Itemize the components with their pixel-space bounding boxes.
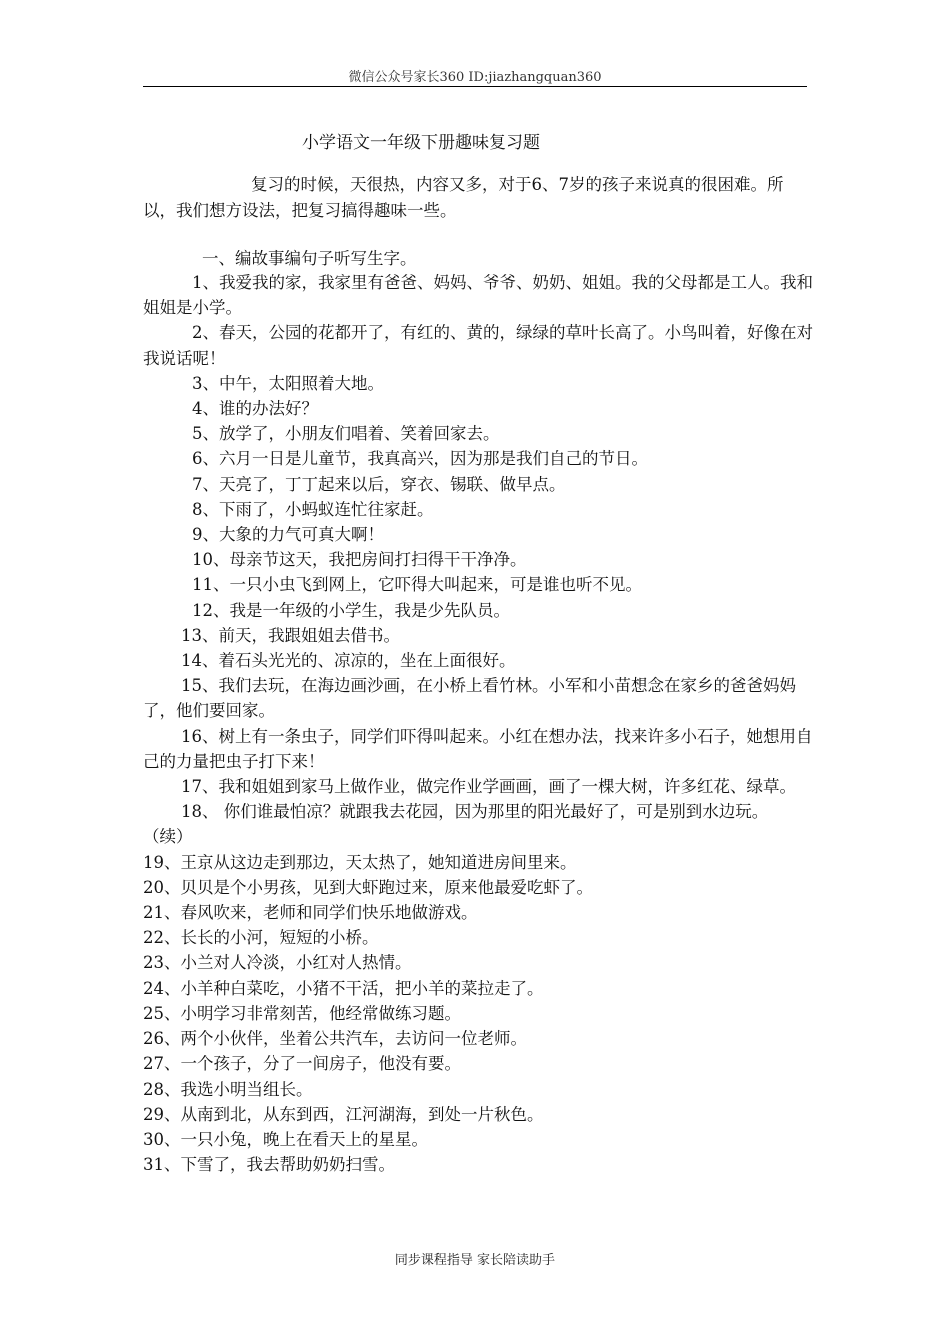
list-item: 17、我和姐姐到家马上做作业，做完作业学画画，画了一棵大树，许多红花、绿草。 <box>181 777 796 797</box>
list-item: 29、从南到北，从东到西，江河湖海，到处一片秋色。 <box>143 1104 544 1124</box>
list-item: 8、下雨了，小蚂蚁连忙往家赶。 <box>192 499 434 519</box>
list-item: 7、天亮了，丁丁起来以后，穿衣、锡联、做早点。 <box>192 474 566 494</box>
list-item: 3、中午，太阳照着大地。 <box>192 373 384 393</box>
list-item: 30、一只小兔，晚上在看天上的星星。 <box>143 1129 428 1149</box>
list-item: 11、一只小虫飞到网上，它吓得大叫起来，可是谁也听不见。 <box>192 575 642 595</box>
sentence-list <box>143 270 819 1177</box>
list-item: 31、下雪了，我去帮助奶奶扫雪。 <box>143 1155 395 1175</box>
list-item: 1、我爱我的家，我家里有爸爸、妈妈、爷爷、奶奶、姐姐。我的父母都是工人。我和姐姐是小学。 <box>143 273 813 318</box>
list-item: 10、母亲节这天，我把房间打扫得干干净净。 <box>192 550 527 570</box>
list-item: 19、王京从这边走到那边，天太热了，她知道进房间里来。 <box>143 852 577 872</box>
list-item: 12、我是一年级的小学生，我是少先队员。 <box>192 600 510 620</box>
list-item: 14、着石头光光的、凉凉的，坐在上面很好。 <box>181 651 516 671</box>
list-item: 15、我们去玩，在海边画沙画，在小桥上看竹林。小军和小苗想念在家乡的爸爸妈妈了，他们要回家。 <box>143 676 796 721</box>
continued-label: （续） <box>143 827 193 847</box>
list-item: 16、树上有一条虫子，同学们吓得叫起来。小红在想办法，找来许多小石子，她想用自己的力量把虫子打下来！ <box>143 726 813 771</box>
list-item: 26、两个小伙伴，坐着公共汽车，去访问一位老师。 <box>143 1029 527 1049</box>
list-item: 21、春风吹来，老师和同学们快乐地做游戏。 <box>143 903 478 923</box>
page-header: 微信公众号家长360 ID:jiazhangquan360 <box>348 70 602 85</box>
page-footer: 同步课程指导 家长陪读助手 <box>394 1253 556 1268</box>
list-item: 20、贝贝是个小男孩，见到大虾跑过来，原来他最爱吃虾了。 <box>143 877 593 897</box>
list-item: 6、六月一日是儿童节，我真高兴，因为那是我们自己的节日。 <box>192 449 648 469</box>
list-item: 2、春天，公园的花都开了，有红的、黄的，绿绿的草叶长高了。小鸟叫着，好像在对我说话呢！ <box>143 323 813 368</box>
document-title: 小学语文一年级下册趣味复习题 <box>302 133 540 153</box>
list-item: 24、小羊种白菜吃，小猪不干活，把小羊的菜拉走了。 <box>143 978 544 998</box>
list-item: 18、 你们谁最怕凉？就跟我去花园，因为那里的阳光最好了，可是别到水边玩。 <box>181 802 769 822</box>
list-item: 9、大象的力气可真大啊！ <box>192 525 384 545</box>
list-item: 22、长长的小河，短短的小桥。 <box>143 928 379 948</box>
list-item: 23、小兰对人冷淡，小红对人热情。 <box>143 953 412 973</box>
list-item: 4、谁的办法好？ <box>192 399 318 419</box>
list-item: 27、一个孩子，分了一间房子，他没有要。 <box>143 1054 461 1074</box>
list-item: 28、我选小明当组长。 <box>143 1079 313 1099</box>
list-item: 13、前天，我跟姐姐去借书。 <box>181 625 400 645</box>
intro-paragraph: 复习的时候，天很热，内容又多，对于6、7岁的孩子来说真的很困难。所以，我们想方设法，把复习搞得趣味一些。 <box>143 175 784 220</box>
header-divider <box>143 86 807 87</box>
list-item: 5、放学了，小朋友们唱着、笑着回家去。 <box>192 424 500 444</box>
section-heading: 一、编故事编句子听写生字。 <box>202 249 417 268</box>
list-item: 25、小明学习非常刻苦，他经常做练习题。 <box>143 1003 461 1023</box>
